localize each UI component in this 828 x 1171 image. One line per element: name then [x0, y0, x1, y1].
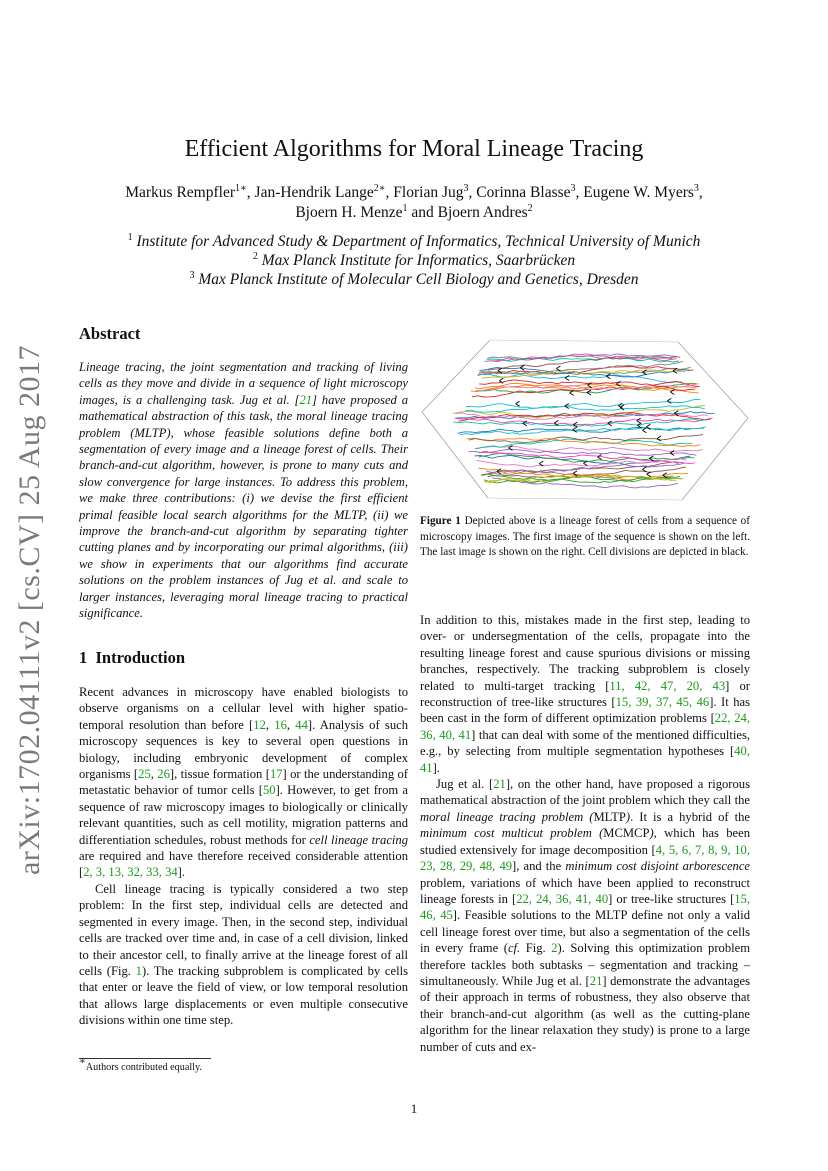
cell-division-mark — [516, 401, 520, 406]
arxiv-side-label: arXiv:1702.04111v2 [cs.CV] 25 Aug 2017 — [13, 344, 46, 876]
lineage-track — [478, 374, 682, 383]
footnote-rule — [79, 1058, 211, 1059]
abstract-section — [79, 324, 408, 622]
cell-division-mark — [657, 436, 661, 441]
cell-division-mark — [554, 421, 558, 426]
cell-division-mark — [647, 472, 651, 477]
right-paragraph-1: In addition to this, mistakes made in the first step, leading to over- or undersegmentation of the cells, propagate into the resulting lineage forest and cause spurious divisions or missing branches, respectively. The tracking subproblem is closely related to multi-target tracking [11, 42, 47, 20, 43] or reconstruction of tree-like structures [15, 39, 37, 45, 46]. It has been cast in the form of different optimization problems [22, 24, 36, 40, 41] that can deal with some of the mentioned difficulties, e.g., by selecting from multiple segmentation hypotheses [40, 41]. — [420, 613, 751, 775]
affiliation-2: $^2$ Max Planck Institute for Informatics, Saarbrücken — [252, 251, 576, 269]
lineage-forest-figure — [420, 336, 750, 504]
right-column-text — [420, 612, 750, 1055]
abstract-heading: Abstract — [79, 324, 141, 343]
affiliation-1: $^1$ Institute for Advanced Study & Department of Informatics, Technical University of Munich — [127, 232, 701, 250]
cell-division-mark — [598, 455, 602, 460]
abstract-text: Lineage tracing, the joint segmentation and tracking of living cells as they move and divide in a sequence of light microscopy images, is a challenging task. Jug et al. [21] have proposed a mathematical abstraction of this task, the moral lineage tracing problem (MLTP), whose feasible solutions define both a segmentation of every image and a lineage forest of cells. Their branch-and-cut algorithm, however, is prone to many cuts and slow convergence for large instances. To address this problem, we make three contributions: (i) we devise the first efficient primal feasible local search algorithms for the MLTP, (ii) we improve the branch-and-cut algorithm by separating tighter cutting planes and by incorporating our primal algorithms, (iii) we show in experiments that our algorithms find accurate solutions on the problem instances of Jug et al. and scale to larger instances, leveraging moral lineage tracing to practical significance. — [79, 360, 408, 621]
paper-title: Efficient Algorithms for Moral Lineage Tracing — [184, 136, 644, 162]
affiliation-3: $^3$ Max Planck Institute of Molecular Cell Biology and Genetics, Dresden — [189, 270, 639, 288]
footnote: ∗Authors contributed equally. — [79, 1056, 202, 1073]
lineage-track — [475, 455, 691, 464]
authors-line-1: Markus Rempfler$^{1∗}$, Jan-Hendrik Lange$^{2∗}$, Florian Jug$^3$, Corinna Blasse$^3$, Eugene W. Myers$^3$, — [125, 183, 703, 201]
cell-division-mark — [565, 376, 569, 381]
intro-paragraph-1: Recent advances in microscopy have enabled biologists to observe organisms on a cellular level with higher spatio-temporal resolution than before [12, 16, 44]. Analysis of such microscopy sequences is key to several open questions in biology, including embryonic development of complex organisms [25, 26], tissue formation [17] or the understanding of metastatic behavior of tumor cells [50]. However, to get from a sequence of raw microscopy images to biologically or clinically relevant quantities, such as cell motility, migration patterns and differentiation schedules, robust methods for cell lineage tracing are required and have therefore received considerable attention [2, 3, 13, 32, 33, 34]. — [79, 685, 409, 880]
top-frame-edge — [490, 340, 678, 342]
lineage-tracks — [453, 354, 714, 488]
introduction-heading: 1 Introduction — [79, 648, 186, 667]
page-number: 1 — [410, 1101, 418, 1116]
authors-line-2: Bjoern H. Menze$^1$ and Bjoern Andres$^2$ — [295, 203, 533, 221]
bottom-frame-edge — [488, 498, 682, 500]
intro-paragraph-2: Cell lineage tracing is typically considered a two step problem: In the first step, individual cells are detected and segmented in every image. Then, in the second step, individual cells are tracked over time and, in case of a cell division, linked to their ancestor cell, to finally arrive at the lineage forest of all cells (Fig. 1). The tracking subproblem is complicated by cells that enter or leave the field of view, or low temporal resolution that allows large displacements or even multiple consecutive divisions within one time step. — [79, 881, 408, 1028]
cell-division-mark — [642, 428, 646, 433]
right-paragraph-2: Jug et al. [21], on the other hand, have proposed a rigorous mathematical abstraction of the joint problem which they call the moral lineage tracing problem (MLTP). It is a hybrid of the minimum cost multicut problem (MCMCP), which has been studied extensively for image decomposition [4, 5, 6, 7, 8, 9, 10, 23, 28, 29, 48, 49], and the minimum cost disjoint arborescence problem, variations of which have been applied to reconstruct lineage forests in [22, 24, 36, 41, 40] or tree-like structures [15, 46, 45]. Feasible solutions to the MLTP define not only a valid cell lineage forest over time, but also a segmentation of the cells in every frame (cf. Fig. 2). Solving this optimization problem therefore tackles both subtasks – segmentation and tracking – simultaneously. While Jug et al. [21] demonstrate the advantages of their approach in terms of robustness, they also observe that their branch-and-cut algorithm (as well as the cutting-plane algorithm for the linear relaxation they study) is prone to a large number of cuts and ex- — [420, 777, 751, 1054]
introduction-section — [79, 648, 408, 1029]
lineage-track — [477, 459, 687, 467]
left-frame-edge — [422, 340, 490, 498]
cell-division-mark — [667, 398, 671, 403]
figure-caption: Figure 1 Depicted above is a lineage forest of cells from a sequence of microscopy images. The first image of the sequence is shown on the left. The last image is shown on the right. Cell divisions are depicted in black. — [420, 515, 750, 558]
